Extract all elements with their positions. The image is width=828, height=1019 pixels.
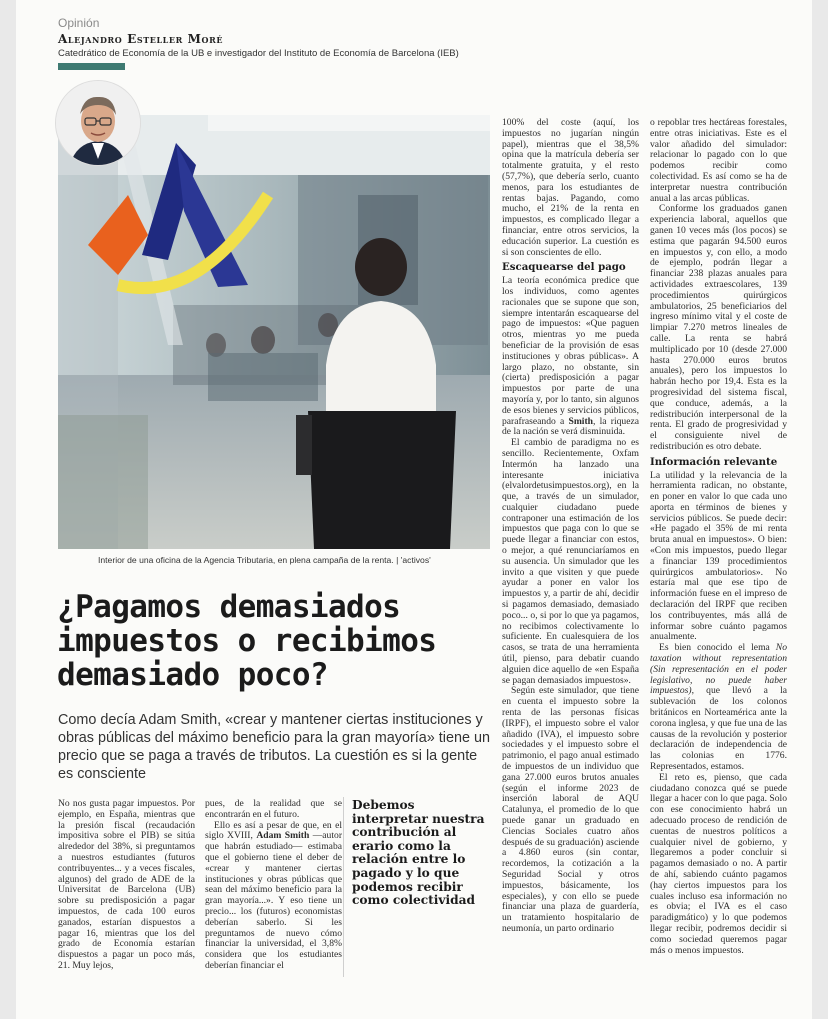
author-role: Catedrático de Economía de la UB e investigador del Instituto de Economía de Barcelona (IEB) bbox=[58, 48, 459, 59]
body-text: , la riqueza de la nación se verá disminuida. bbox=[502, 415, 639, 438]
column-divider bbox=[343, 797, 344, 977]
person-name: Adam Smith bbox=[256, 830, 310, 842]
office-scene-illustration bbox=[58, 115, 490, 549]
section-label: Opinión bbox=[58, 16, 100, 30]
pull-quote: Debemos interpretar nuestra contribución al erario como la relación entre lo pagado y lo que podemos recibir como colectividad bbox=[352, 798, 485, 908]
body-paragraph: Según este simulador, que tiene en cuenta el impuesto sobre la renta de las personas físicas (IRPF), el impuesto sobre el valor añadido (IVA), el impuesto sobre sociedades y el impuesto sobre el patrimonio, el pago anual estimado de impuestos de un individuo que gana 27.000 euros brutos anuales (según el informe 2023 de inserción laboral de AQU Catalunya, el promedio de lo que puede ganar un graduado en Ciencias Sociales cuatro años después de su graduación) asciende a 4.860 euros (sin contar, recordemos, la cotización a la Seguridad Social y otros impuestos, básicamente, los especiales), y con ello se puede financiar una plaza de guardería, un tratamiento hospitalario de neumonía, un parto ordinario bbox=[502, 685, 639, 934]
body-column-2 bbox=[205, 799, 342, 972]
body-paragraph: pues, de la realidad que se encontrarán en el futuro. bbox=[205, 798, 342, 820]
headline-line-3: demasiado poco? bbox=[57, 657, 328, 693]
body-text: Es bien conocido el lema bbox=[659, 642, 770, 654]
body-text: La teoría económica predice que los individuos, como agentes racionales que se supone que son, siempre intentarán escaquearse del pago de impuestos: «Que paguen otros, mientras yo me pueda beneficiar de la provisión de esas instituciones y obras públicas». A largo plazo, no obstante, sin (cierta) predisposición a pagar impuestos por parte de una mayoría y, por lo tanto, sin algunos de esos bienes y servicios públicos, parafraseando a bbox=[502, 275, 639, 427]
office-photo bbox=[58, 115, 490, 549]
body-paragraph bbox=[502, 276, 639, 438]
author-avatar bbox=[56, 81, 140, 165]
body-column-3 bbox=[502, 118, 639, 935]
body-paragraph bbox=[205, 821, 342, 972]
body-paragraph: No nos gusta pagar impuestos. Por ejemplo, en España, mientras que la presión fiscal (recaudación impositiva sobre el PIB) se sitúa alrededor del 38%, si preguntamos a nuestros estudiantes (futuros contribuyentes... y a veces fiscales, algunos) del grado de ADE de la Universitat de Barcelona (UB) sobre su predisposición a pagar impuestos, de cada 100 euros ganados, estarían dispuestos a pagar 16, mientras que los del grado de Economía estarían dispuestos a pagar un poco más, 21. Muy lejos, bbox=[58, 798, 195, 971]
headline bbox=[57, 590, 487, 692]
body-text: , que llevó a la sublevación de los colonos británicos en Norteamérica ante la corona inglesa, y que fue una de las causas de la revolución y posterior declaración de independencia de las colonias en 1776. Representados, estamos. bbox=[650, 685, 787, 773]
body-column-4 bbox=[650, 118, 787, 956]
subheading: Información relevante bbox=[650, 455, 778, 468]
photo-caption: Interior de una oficina de la Agencia Tributaria, en plena campaña de la renta. | 'activos' bbox=[98, 555, 431, 565]
headline-line-1: ¿Pagamos demasiados bbox=[57, 589, 401, 625]
body-paragraph: El reto es, pienso, que cada ciudadano conozca qué se puede llegar a hacer con lo que paga. Solo con ese conocimiento habrá un adecuado proceso de rendición de cuentas de nuestros políticos a cualquier nivel de gobierno, y llegaremos a poder concluir si pagamos demasiado o no. A partir de ahí, sabiendo cuánto pagamos (hay ciertos impuestos para los cuales incluso esa información no es obvia; el IVA es el caso paradigmático) y lo que podemos llegar recibir, podremos decidir si como sociedad queremos pagar más o menos impuestos. bbox=[650, 771, 787, 956]
body-text: —autor que habrán estudiado— estimaba que el gobierno tiene el deber de «crear y mantener ciertas instituciones y obras públicas que sean del máximo beneficio para la gran mayoría...». Y eso tiene un precio... los (futuros) economistas deberían saberlo. Si les preguntamos de nuevo cómo financiar la universidad, el 3,8% considera que los estudiantes deberían financiar el bbox=[205, 830, 343, 971]
body-text: Ello es así a pesar de que, en el siglo XVIII, bbox=[205, 819, 342, 842]
body-paragraph: o repoblar tres hectáreas forestales, entre otras iniciativas. Este es el valor añadido del simulador: relacionar lo pagado con lo que podemos recibir como colectividad. Es así como se ha de interpretar nuestra contribución anual a las arcas públicas. bbox=[650, 117, 787, 204]
author-name: Alejandro Esteller Moré bbox=[58, 32, 224, 46]
body-paragraph bbox=[650, 643, 787, 773]
body-paragraph: Conforme los graduados ganen experiencia laboral, aquellos que ganen 10 veces más (los pocos) se estima que pagarán 94.500 euros en impuestos y, con ello, a modo de ejemplo, podrán llegar a financiar 238 plazas anuales para actividades extraescolares, 139 procedimientos quirúrgicos ambulatorios, 25 beneficiarios del ingreso mínimo vital y el coste de limpiar 7.270 metros lineales de calle. La renta se habrá multiplicado por 10 (desde 27.000 hasta 270.000 euros brutos anuales), pero los impuestos lo habrán hecho por 19,4. Esta es la progresividad del sistema fiscal, que conduce, además, a la redistribución interpersonal de la renta. El grado de progresividad y el consiguiente nivel de redistribución es otro debate. bbox=[650, 203, 787, 452]
body-column-1 bbox=[58, 799, 195, 972]
body-paragraph: 100% del coste (aquí, los impuestos no jugarían ningún papel), mientras que el 38,5% opina que la matrícula debería ser totalmente gratuita, y el resto (57,7%), que debería serlo, cuanto menos, para los estudiantes de rentas bajas. Pagando, como mucho, el 21% de la renta en impuestos, es complicado llegar a financiar, entre otros servicios, la educación superior. La cuestión es si son conscientes de ello. bbox=[502, 117, 639, 258]
body-paragraph: El cambio de paradigma no es sencillo. Recientemente, Oxfam Intermón ha lanzado una interesante iniciativa (elvalordetusimpuestos.org), en la que, a través de un simulador, cualquier ciudadano puede contraponer una estimación de los impuestos que paga con lo que se puede llegar a financiar con estos, o mejor, a qué renunciaríamos en su ausencia. Un simulador que les invito a que visiten y que puede ayudar a poner en valor los impuestos y, a partir de ahí, decidir si pagamos demasiado, demasiado poco... o, si por lo que ya pagamos, no recibimos colectivamente lo suficiente. En cualesquiera de los casos, se trata de una herramienta útil, pienso, para debatir cuando alguien dice aquello de «en España se pagan demasiados impuestos». bbox=[502, 437, 639, 686]
author-portrait bbox=[55, 80, 141, 166]
body-paragraph: La utilidad y la relevancia de la herramienta radican, no obstante, en poner en valor lo que cada uno aporta en términos de bienes y servicios públicos. Se puede decir: «He pagado el 35% de mi renta bruta anual en impuestos». O bien: «Con mis impuestos, puedo llegar a financiar 139 procedimientos quirúrgicos ambulatorios». No estaría mal que ese tipo de información fuese en el impreso de declaración del IRPF que reciben los contribuyentes, más allá de informar sobre cuánto pagamos anualmente. bbox=[650, 469, 787, 643]
headline-line-2: impuestos o recibimos bbox=[57, 623, 437, 659]
subheading: Escaquearse del pago bbox=[502, 261, 626, 274]
lead-paragraph: Como decía Adam Smith, «crear y mantener ciertas instituciones y obras públicas del máximo beneficio para la gran mayoría» tiene un precio que se paga a través de tributos. La cuestión es si la gente es consciente bbox=[58, 712, 490, 782]
person-name: Smith bbox=[568, 415, 594, 427]
section-rule bbox=[58, 63, 125, 70]
motto-quote: No taxation without representation (Sin representación en el poder legislativo, no puede haber impuestos) bbox=[650, 642, 787, 697]
